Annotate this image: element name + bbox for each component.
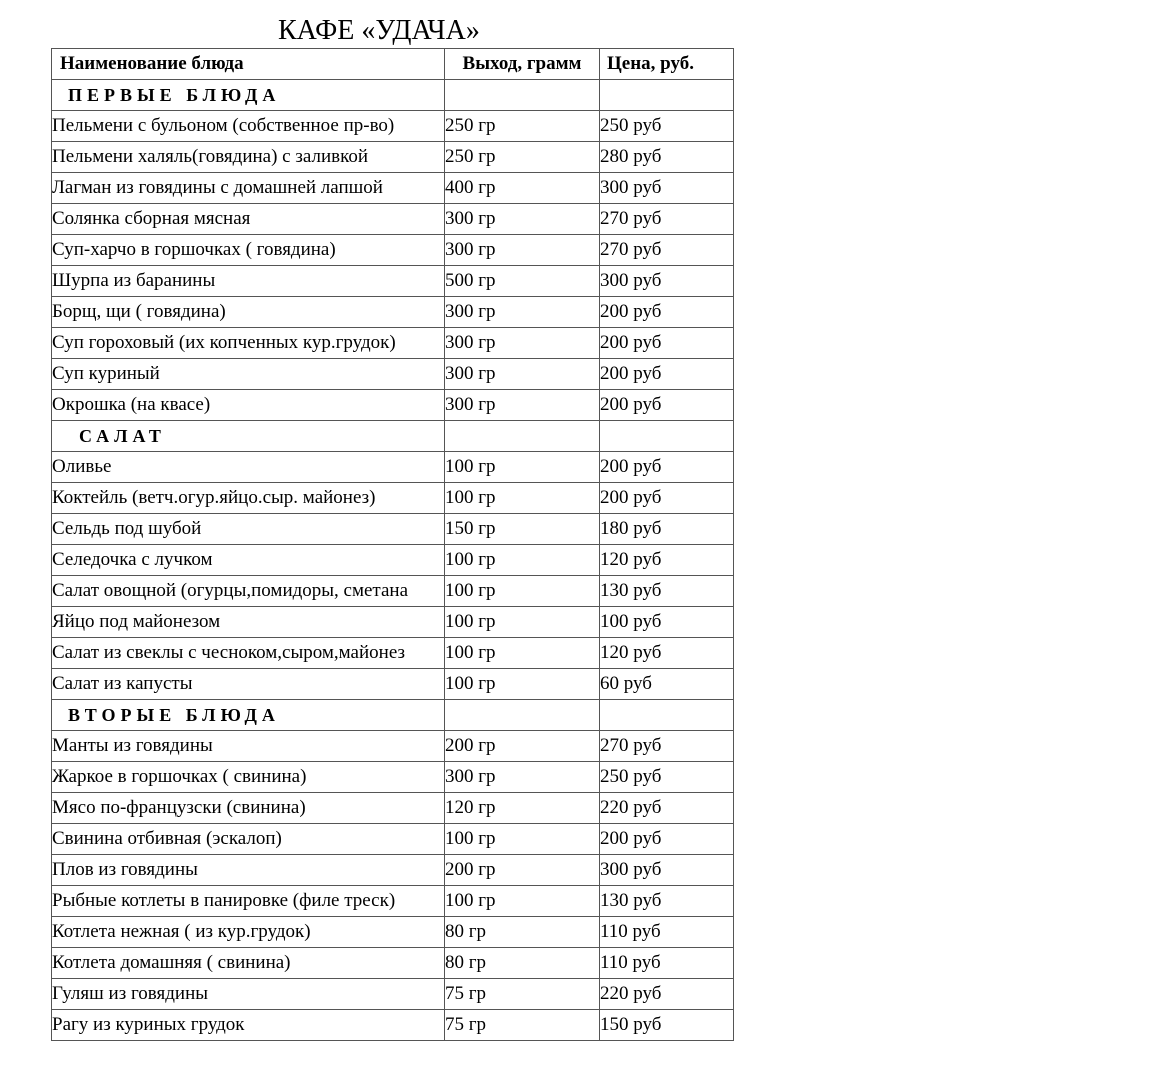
table-row (52, 514, 734, 545)
table-row (52, 1010, 734, 1041)
table-row (52, 545, 734, 576)
dish-output-cell: 400 гр (445, 173, 600, 204)
dish-name-cell: Салат из капусты (52, 669, 445, 700)
section-header-row (52, 700, 734, 731)
dish-price-cell: 180 руб (600, 514, 734, 545)
dish-price-cell: 200 руб (600, 824, 734, 855)
dish-name-cell: Солянка сборная мясная (52, 204, 445, 235)
dish-output-cell: 200 гр (445, 855, 600, 886)
dish-price-cell: 150 руб (600, 1010, 734, 1041)
dish-price-cell: 200 руб (600, 452, 734, 483)
table-row (52, 979, 734, 1010)
table-row (52, 173, 734, 204)
dish-output-cell: 300 гр (445, 390, 600, 421)
table-row (52, 855, 734, 886)
empty-cell (445, 700, 600, 731)
dish-output-cell: 80 гр (445, 948, 600, 979)
dish-name-cell: Суп-харчо в горшочках ( говядина) (52, 235, 445, 266)
dish-name-cell: Коктейль (ветч.огур.яйцо.сыр. майонез) (52, 483, 445, 514)
table-row (52, 266, 734, 297)
dish-name-cell: Котлета нежная ( из кур.грудок) (52, 917, 445, 948)
dish-name-cell: Рагу из куриных грудок (52, 1010, 445, 1041)
table-row (52, 793, 734, 824)
section-header-row (52, 80, 734, 111)
dish-name-cell: Окрошка (на квасе) (52, 390, 445, 421)
dish-output-cell: 100 гр (445, 576, 600, 607)
dish-price-cell: 250 руб (600, 762, 734, 793)
dish-name-cell: Мясо по-французски (свинина) (52, 793, 445, 824)
column-header-price: Цена, руб. (600, 49, 734, 80)
dish-output-cell: 300 гр (445, 204, 600, 235)
empty-cell (445, 80, 600, 111)
table-row (52, 390, 734, 421)
table-row (52, 297, 734, 328)
dish-output-cell: 100 гр (445, 545, 600, 576)
dish-price-cell: 130 руб (600, 576, 734, 607)
dish-price-cell: 220 руб (600, 793, 734, 824)
dish-price-cell: 200 руб (600, 359, 734, 390)
dish-output-cell: 100 гр (445, 824, 600, 855)
dish-price-cell: 200 руб (600, 390, 734, 421)
table-row (52, 452, 734, 483)
section-header-row (52, 421, 734, 452)
dish-price-cell: 300 руб (600, 266, 734, 297)
dish-name-cell: Свинина отбивная (эскалоп) (52, 824, 445, 855)
table-row (52, 824, 734, 855)
dish-output-cell: 75 гр (445, 979, 600, 1010)
table-row (52, 483, 734, 514)
table-row (52, 886, 734, 917)
dish-output-cell: 250 гр (445, 111, 600, 142)
dish-output-cell: 100 гр (445, 607, 600, 638)
dish-price-cell: 250 руб (600, 111, 734, 142)
dish-price-cell: 110 руб (600, 917, 734, 948)
dish-output-cell: 75 гр (445, 1010, 600, 1041)
table-header-row (52, 49, 734, 80)
dish-name-cell: Лагман из говядины с домашней лапшой (52, 173, 445, 204)
dish-output-cell: 100 гр (445, 669, 600, 700)
dish-output-cell: 80 гр (445, 917, 600, 948)
table-row (52, 328, 734, 359)
dish-output-cell: 300 гр (445, 235, 600, 266)
dish-output-cell: 100 гр (445, 886, 600, 917)
dish-price-cell: 300 руб (600, 855, 734, 886)
dish-price-cell: 120 руб (600, 545, 734, 576)
table-row (52, 359, 734, 390)
dish-name-cell: Суп гороховый (их копченных кур.грудок) (52, 328, 445, 359)
table-row (52, 204, 734, 235)
empty-cell (600, 421, 734, 452)
dish-name-cell: Яйцо под майонезом (52, 607, 445, 638)
dish-name-cell: Пельмени с бульоном (собственное пр-во) (52, 111, 445, 142)
dish-name-cell: Котлета домашняя ( свинина) (52, 948, 445, 979)
dish-name-cell: Сельдь под шубой (52, 514, 445, 545)
dish-price-cell: 200 руб (600, 297, 734, 328)
dish-output-cell: 300 гр (445, 762, 600, 793)
table-row (52, 111, 734, 142)
dish-price-cell: 220 руб (600, 979, 734, 1010)
menu-table-body (52, 49, 734, 1041)
dish-name-cell: Салат из свеклы с чесноком,сыром,майонез (52, 638, 445, 669)
dish-price-cell: 300 руб (600, 173, 734, 204)
dish-price-cell: 200 руб (600, 483, 734, 514)
table-row (52, 142, 734, 173)
table-row (52, 731, 734, 762)
dish-name-cell: Рыбные котлеты в панировке (филе треск) (52, 886, 445, 917)
dish-output-cell: 150 гр (445, 514, 600, 545)
section-title: ПЕРВЫЕ БЛЮДА (52, 80, 445, 111)
dish-output-cell: 300 гр (445, 297, 600, 328)
dish-output-cell: 300 гр (445, 328, 600, 359)
dish-output-cell: 250 гр (445, 142, 600, 173)
dish-name-cell: Борщ, щи ( говядина) (52, 297, 445, 328)
menu-table (51, 48, 734, 1041)
page-title: КАФЕ «УДАЧА» (278, 15, 480, 46)
table-row (52, 607, 734, 638)
dish-output-cell: 300 гр (445, 359, 600, 390)
table-row (52, 917, 734, 948)
column-header-name: Наименование блюда (52, 49, 445, 80)
table-row (52, 638, 734, 669)
section-title: САЛАТ (52, 421, 445, 452)
dish-price-cell: 280 руб (600, 142, 734, 173)
table-row (52, 576, 734, 607)
dish-price-cell: 100 руб (600, 607, 734, 638)
dish-price-cell: 120 руб (600, 638, 734, 669)
dish-output-cell: 500 гр (445, 266, 600, 297)
dish-name-cell: Шурпа из баранины (52, 266, 445, 297)
column-header-output: Выход, грамм (445, 49, 600, 80)
dish-name-cell: Пельмени халяль(говядина) с заливкой (52, 142, 445, 173)
empty-cell (600, 80, 734, 111)
dish-output-cell: 100 гр (445, 638, 600, 669)
dish-price-cell: 200 руб (600, 328, 734, 359)
dish-name-cell: Манты из говядины (52, 731, 445, 762)
table-row (52, 235, 734, 266)
dish-name-cell: Гуляш из говядины (52, 979, 445, 1010)
dish-output-cell: 200 гр (445, 731, 600, 762)
dish-name-cell: Жаркое в горшочках ( свинина) (52, 762, 445, 793)
dish-name-cell: Салат овощной (огурцы,помидоры, сметана (52, 576, 445, 607)
table-row (52, 669, 734, 700)
table-row (52, 762, 734, 793)
empty-cell (600, 700, 734, 731)
dish-name-cell: Оливье (52, 452, 445, 483)
dish-price-cell: 270 руб (600, 731, 734, 762)
dish-output-cell: 100 гр (445, 452, 600, 483)
dish-price-cell: 270 руб (600, 204, 734, 235)
section-title: ВТОРЫЕ БЛЮДА (52, 700, 445, 731)
table-row (52, 948, 734, 979)
dish-name-cell: Селедочка с лучком (52, 545, 445, 576)
dish-output-cell: 120 гр (445, 793, 600, 824)
dish-name-cell: Суп куриный (52, 359, 445, 390)
dish-price-cell: 130 руб (600, 886, 734, 917)
dish-name-cell: Плов из говядины (52, 855, 445, 886)
dish-price-cell: 110 руб (600, 948, 734, 979)
dish-price-cell: 270 руб (600, 235, 734, 266)
empty-cell (445, 421, 600, 452)
dish-output-cell: 100 гр (445, 483, 600, 514)
dish-price-cell: 60 руб (600, 669, 734, 700)
